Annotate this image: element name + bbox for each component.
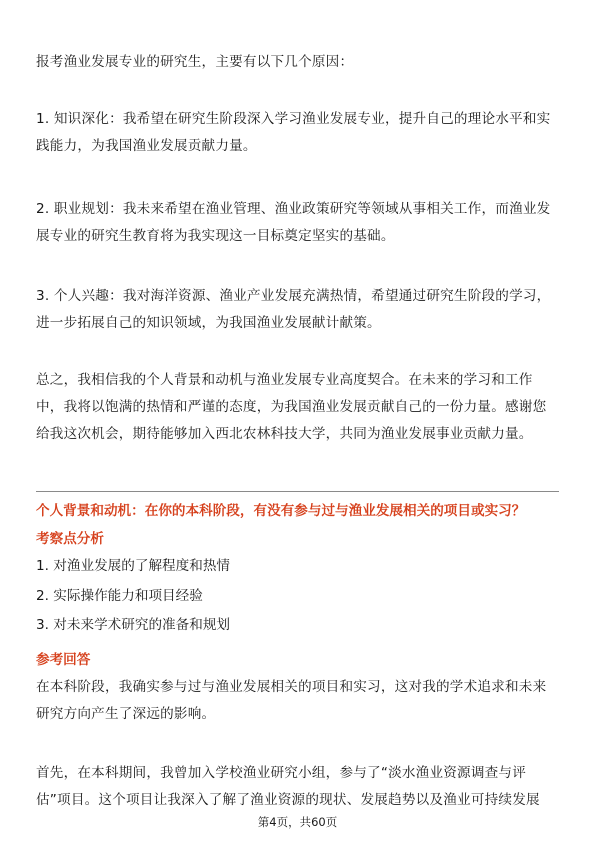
page-number: 第4页，共60页 — [257, 815, 338, 829]
answer-heading: 参考回答 — [36, 652, 91, 668]
answer-paragraph-2: 首先，在本科期间，我曾加入学校渔业研究小组，参与了“淡水渔业资源调查与评估”项目。这个项目让我深入了解了渔业资源的现状、发展趋势以及渔业可持续发展 — [36, 765, 540, 808]
analysis-point-3: 3. 对未来学术研究的准备和规划 — [36, 617, 231, 633]
reason-item-1: 1. 知识深化：我希望在研究生阶段深入学习渔业发展专业，提升自己的理论水平和实践能力，为我国渔业发展贡献力量。 — [36, 111, 551, 154]
analysis-point-1: 1. 对渔业发展的了解程度和热情 — [36, 558, 231, 574]
reason-item-2: 2. 职业规划：我未来希望在渔业管理、渔业政策研究等领域从事相关工作，而渔业发展专业的研究生教育将为我实现这一目标奠定坚实的基础。 — [36, 201, 551, 244]
answer-paragraph-1: 在本科阶段，我确实参与过与渔业发展相关的项目和实习，这对我的学术追求和未来研究方向产生了深远的影响。 — [36, 679, 547, 722]
conclusion-text: 总之，我相信我的个人背景和动机与渔业发展专业高度契合。在未来的学习和工作中，我将以饱满的热情和严谨的态度，为我国渔业发展贡献自己的一份力量。感谢您给我这次机会，期待能够加入西北农林科技大学，共同为渔业发展事业贡献力量。 — [36, 372, 547, 442]
question-heading: 个人背景和动机：在你的本科阶段，有没有参与过与渔业发展相关的项目或实习？ — [36, 503, 526, 519]
reason-item-3: 3. 个人兴趣：我对海洋资源、渔业产业发展充满热情，希望通过研究生阶段的学习，进一步拓展自己的知识领域，为我国渔业发展献计献策。 — [36, 288, 551, 331]
intro-text: 报考渔业发展专业的研究生，主要有以下几个原因： — [36, 54, 354, 70]
section-divider — [36, 491, 559, 492]
analysis-heading: 考察点分析 — [36, 531, 104, 547]
analysis-point-2: 2. 实际操作能力和项目经验 — [36, 588, 203, 604]
